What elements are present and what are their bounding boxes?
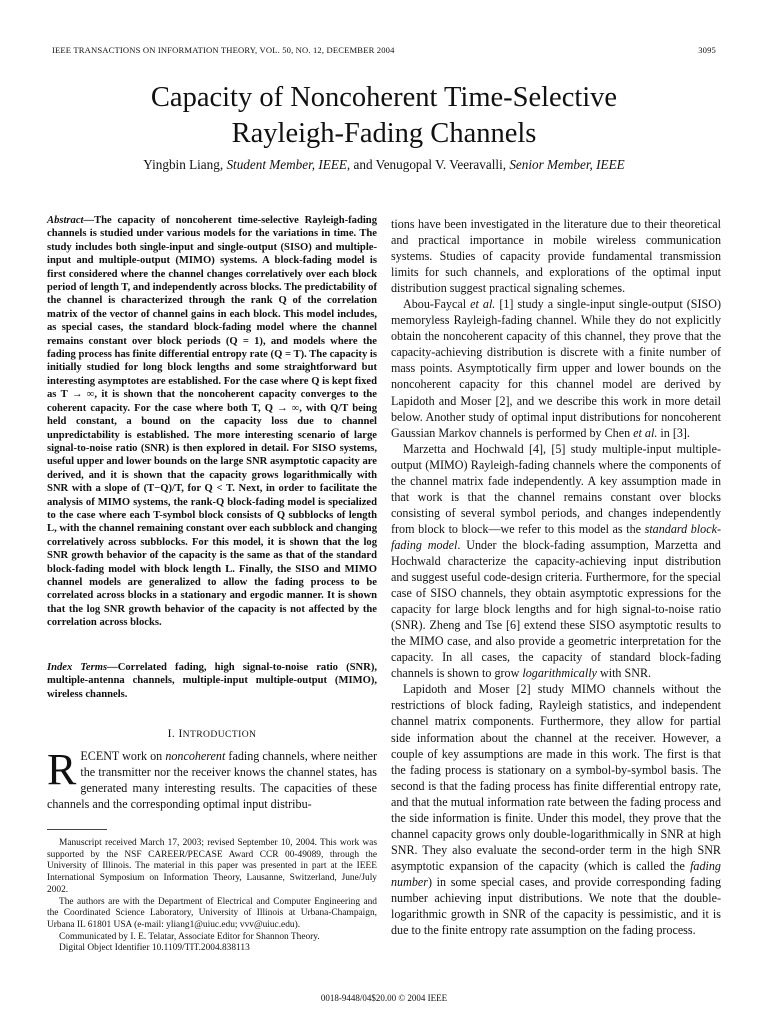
p2-text-b: . Under the block-fading assumption, Marzetta and Hochwald characterize the capacity-achieving input distribution and suggest useful code-design criteria. Furthermore, for the special case of SISO channels, they obtain asymptotic expressions for the capacity for large block lengths and for high signal-to-noise ratio (SNR). Zheng and Tse [6] extend these SISO asymptotic results to the MIMO case, and also provide a geometric interpretation for the capacity. In all cases, the capacity of standard block-fading channels is shown to grow <box>391 537 721 681</box>
drop-cap: R <box>47 745 77 794</box>
right-paragraph-0: tions have been investigated in the literature due to their theoretical and practical importance in mobile wireless communication systems. Studies of capacity provide fundamental transmission limits for such channels, and explorations of the optimal input distribution suggest practical signaling schemes. <box>391 217 721 296</box>
p2-text-c: with SNR. <box>599 666 652 681</box>
right-paragraph-2 <box>391 441 721 682</box>
section-title-initial: I <box>178 728 183 740</box>
section-title-rest: NTRODUCTION <box>182 729 257 740</box>
p1-text-c: in [3]. <box>660 425 690 440</box>
right-column <box>391 216 721 938</box>
author-line <box>40 157 728 173</box>
title-line-2: Rayleigh-Fading Channels <box>231 118 537 149</box>
p2-em-2: logarithmically <box>522 666 597 681</box>
index-terms <box>47 661 377 701</box>
p1-em-1: et al. <box>470 297 496 312</box>
page-number: 3095 <box>698 45 716 55</box>
author-1-role: Student Member, IEEE, <box>226 157 351 172</box>
section-heading <box>47 728 377 740</box>
abstract <box>47 214 377 630</box>
footnote <box>47 838 377 955</box>
copyright-line: 0018-9448/04$20.00 © 2004 IEEE <box>320 993 448 1003</box>
footnote-communicated: Communicated by I. E. Telatar, Associate Editor for Shannon Theory. <box>59 931 320 942</box>
author-1: Yingbin Liang, <box>143 157 224 172</box>
p3-text-a: Lapidoth and Moser [2] study MIMO channels without the restrictions of block fading, Rayleigh statistics, and independent channel matrix components. Furthermore, they allow for partial side information about the channel at the receiver. However, a couple of key assumptions are made in this work. The first is that the fading process is stationary on a symbol-by-symbol basis. The second is that the fading process has finite differential entropy rate, and that the mutual information rate between the fading process and the side information is finite. Under this model, they prove that the channel capacity grows only double-logarithmically in SNR at high SNR. They also evaluate the second-order term in the high SNR asymptotic expansion of the capacity (which is called the <box>391 682 721 873</box>
intro-text-b: fading channels, where neither the transmitter nor the receiver knows the channel states, has generated many interesting results. The capacities of these channels and the corresponding optimal input distribu- <box>47 749 378 812</box>
p3-em: fading number <box>391 858 721 889</box>
right-paragraph-1 <box>391 296 721 440</box>
author-2-role: Senior Member, IEEE <box>509 157 625 172</box>
p1-em-2: et al. <box>633 425 658 440</box>
author-2: Venugopal V. Veeravalli, <box>375 157 507 172</box>
footnote-doi: Digital Object Identifier 10.1109/TIT.2004.838113 <box>59 943 250 954</box>
p1-text-b: [1] study a single-input single-output (SISO) memoryless Rayleigh-fading channel. While they do not explicitly obtain the noncoherent capacity of this channel, they prove that the capacity-achieving distribution is discrete with a finite number of mass points. Asymptotically firm upper and lower bounds on the noncoherent capacity for this channel model are derived by Lapidoth and Moser [2], and we describe this work in more detail below. Another study of optimal input distributions for noncoherent Gaussian Markov channels is performed by Chen <box>391 297 721 440</box>
paper-title <box>40 80 728 152</box>
footnote-manuscript: Manuscript received March 17, 2003; revised September 10, 2004. This work was supported by the NSF CAREER/PECASE Award CCR 00-49089, through the University of Illinois. The material in this paper was presented in part at the IEEE International Symposium on Information Theory, Lausanne, Switzerland, June/July 2002. <box>47 838 377 895</box>
p1-text-a: Abou-Faycal <box>403 297 467 312</box>
p2-text-a: Marzetta and Hochwald [4], [5] study multiple-input multiple-output (MIMO) Rayleigh-fading channels where the components of the channel matrix fade independently. A key assumption made in that work is that the channel remains constant over blocks consisting of several symbol periods, and changes independently from block to block—we refer to this model as the <box>391 441 721 536</box>
index-terms-label: Index Terms— <box>47 662 118 673</box>
footnote-rule <box>47 829 107 830</box>
author-conjunction: and <box>353 157 373 172</box>
abstract-label: Abstract— <box>47 215 95 226</box>
footnote-affiliation: The authors are with the Department of Electrical and Computer Engineering and the Coordinated Science Laboratory, University of Illinois at Urbana-Champaign, Urbana IL 61801 USA (e-mail: yliang1@uiuc.edu; vvv@uiuc.edu). <box>47 896 377 930</box>
intro-emphasis: noncoherent <box>165 749 226 763</box>
p2-em-1: standard block-fading model <box>391 521 721 552</box>
journal-info: IEEE TRANSACTIONS ON INFORMATION THEORY, VOL. 50, NO. 12, DECEMBER 2004 <box>52 45 395 55</box>
title-line-1: Capacity of Noncoherent Time-Selective <box>150 82 618 113</box>
right-paragraph-3 <box>391 681 721 938</box>
p3-text-b: ) in some special cases, and provide corresponding fading number achieving input distributions. We note that the double-logarithmic growth in SNR of the capacity is pessimistic, and it is due to the finite entropy rate assumption on the fading process. <box>391 874 721 938</box>
intro-paragraph <box>47 745 378 812</box>
running-header <box>52 45 716 55</box>
intro-text-a: ECENT work on <box>80 749 163 763</box>
section-number: I. <box>167 728 176 740</box>
abstract-text: The capacity of noncoherent time-selective Rayleigh-fading channels is studied under various models for the variations in time. The study includes both single-input and single-output (SISO) and multiple-input and multiple-output (MIMO) systems. A block-fading model is first considered where the channel changes correlatively over each block period of length T, and independently across blocks. The predictability of the channel is characterized through the rank Q of the correlation matrix of the vector of channel gains in each block. This model includes, as special cases, the standard block-fading model where the channel remains constant over block periods (Q = 1), and models where the fading process has finite differential entropy rate (Q = T). The capacity is initially studied for long block lengths and some straightforward but interesting asymptotes are established. For the case where Q is kept fixed as T → ∞, it is shown that the noncoherent capacity converges to the coherent capacity. For the case where both T, Q → ∞, with Q/T being held constant, a bound on the capacity loss due to channel unpredictability is established. The more interesting scenario of large signal-to-noise ratio (SNR) is then explored in detail. For SISO systems, useful upper and lower bounds on the large SNR asymptotic capacity are derived, and it is shown that the capacity grows logarithmically with SNR with a slope of (T−Q)/T, for Q < T. Next, in order to facilitate the analysis of MIMO systems, the rank-Q block-fading model is specialized to the case where each T-symbol block consists of Q subblocks of length L, with the channel remaining constant over each subblock and changing correlatively across subblocks. For this model, it is shown that the log SNR growth behavior of the capacity is the same as that of the standard block-fading model with block length L. Finally, the SISO and MIMO channel models are generalized to allow the fading process to be correlated across blocks in a stationary and ergodic manner. It is shown that the log SNR growth behavior of the capacity is not affected by the correlation across blocks. <box>47 215 377 629</box>
index-terms-text: Correlated fading, high signal-to-noise ratio (SNR), multiple-antenna channels, multiple-input multiple-output (MIMO), wireless channels. <box>47 662 377 700</box>
